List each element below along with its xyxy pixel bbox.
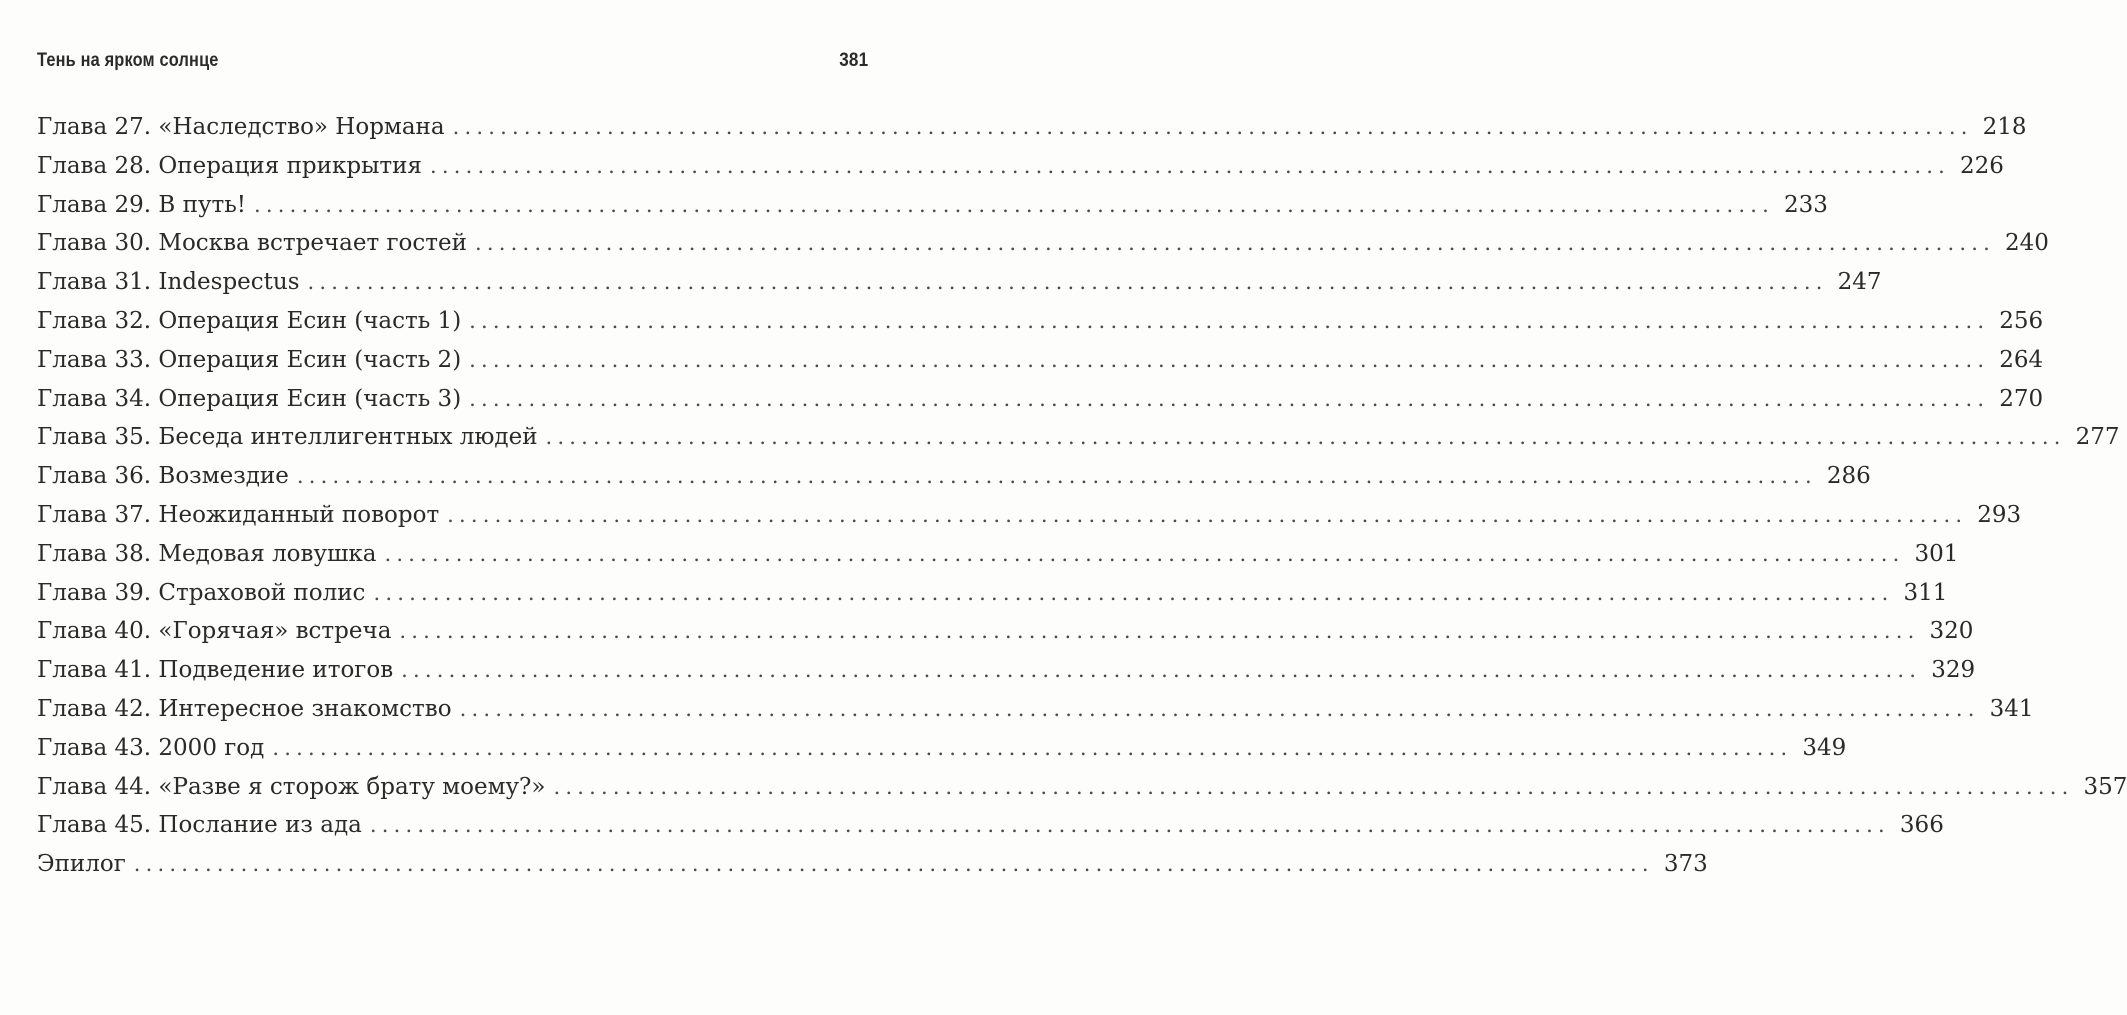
toc-entry-title: Глава 45. Послание из ада xyxy=(37,812,362,839)
toc-entry xyxy=(37,651,1976,690)
toc-entry-page: 366 xyxy=(1899,812,1944,839)
toc-entry-title: Глава 32. Операция Есин (часть 1) xyxy=(37,307,462,334)
toc-entry xyxy=(37,612,1974,651)
dot-leader: ................................................................................................................................ xyxy=(369,813,1890,838)
toc-entry xyxy=(37,302,2044,341)
dot-leader: ................................................................................................................................ xyxy=(469,347,1990,372)
toc-entry xyxy=(37,574,1948,613)
toc-entry-title: Глава 44. «Разве я сторож брату моему?» xyxy=(37,773,546,800)
toc-entry-title: Глава 33. Операция Есин (часть 2) xyxy=(37,346,462,373)
toc-entry-page: 226 xyxy=(1959,152,2004,179)
toc-entry-page: 311 xyxy=(1903,579,1948,606)
toc-entry-title: Глава 28. Операция прикрытия xyxy=(37,152,422,179)
toc-entry xyxy=(37,263,1882,302)
dot-leader: ................................................................................................................................ xyxy=(373,580,1894,605)
toc-entry-page: 293 xyxy=(1977,501,2022,528)
toc-entry-title: Глава 34. Операция Есин (часть 3) xyxy=(37,385,462,412)
toc-entry-title: Глава 36. Возмездие xyxy=(37,463,289,490)
toc-entry xyxy=(37,341,2044,380)
dot-leader: ................................................................................................................................ xyxy=(384,541,1905,566)
dot-leader: ................................................................................................................................ xyxy=(296,464,1817,489)
toc-entry xyxy=(37,457,1871,496)
dot-leader: ................................................................................................................................ xyxy=(553,774,2074,799)
toc-entry xyxy=(37,768,2127,807)
toc-entry-title: Глава 38. Медовая ловушка xyxy=(37,540,377,567)
toc-entry-title: Эпилог xyxy=(37,851,126,878)
toc-entry-page: 247 xyxy=(1837,269,1882,296)
table-of-contents xyxy=(37,108,2127,884)
dot-leader: ................................................................................................................................ xyxy=(253,192,1775,217)
toc-entry xyxy=(37,224,2049,263)
dot-leader: ................................................................................................................................ xyxy=(469,386,1990,411)
toc-entry xyxy=(37,729,1847,768)
dot-leader: ................................................................................................................................ xyxy=(307,270,1828,295)
dot-leader: ................................................................................................................................ xyxy=(469,308,1990,333)
toc-entry-page: 264 xyxy=(1999,346,2044,373)
dot-leader: ................................................................................................................................ xyxy=(474,231,1995,256)
toc-entry-page: 357 xyxy=(2083,773,2127,800)
toc-entry-page: 240 xyxy=(2004,230,2049,257)
dot-leader: ................................................................................................................................ xyxy=(133,852,1654,877)
toc-entry-title: Глава 29. В путь! xyxy=(37,191,246,218)
dot-leader: ................................................................................................................................ xyxy=(429,153,1950,178)
toc-entry xyxy=(37,418,2120,457)
toc-entry xyxy=(37,496,2022,535)
toc-entry-page: 256 xyxy=(1999,307,2044,334)
toc-entry-page: 277 xyxy=(2075,424,2120,451)
dot-leader: ................................................................................................................................ xyxy=(545,425,2066,450)
toc-entry-page: 233 xyxy=(1784,191,1828,218)
toc-entry-title: Глава 40. «Горячая» встреча xyxy=(37,618,392,645)
toc-entry-title: Глава 39. Страховой полис xyxy=(37,579,366,606)
toc-entry-title: Глава 31. Indespectus xyxy=(37,269,300,296)
toc-entry-title: Глава 27. «Наследство» Нормана xyxy=(37,114,445,140)
page-header xyxy=(37,46,868,76)
toc-entry-page: 341 xyxy=(1989,695,2034,722)
toc-entry-page: 301 xyxy=(1914,540,1959,567)
toc-entry xyxy=(37,845,1708,884)
dot-leader: ................................................................................................................................ xyxy=(401,658,1922,683)
toc-entry xyxy=(37,535,1959,574)
toc-entry-title: Глава 41. Подведение итогов xyxy=(37,657,394,684)
toc-entry-title: Глава 43. 2000 год xyxy=(37,734,265,761)
toc-entry-page: 286 xyxy=(1826,463,1871,490)
toc-entry xyxy=(37,380,2044,419)
toc-entry xyxy=(37,690,2034,729)
toc-entry-page: 373 xyxy=(1663,851,1708,878)
toc-entry xyxy=(37,147,2004,186)
toc-entry xyxy=(37,186,1828,225)
toc-entry-title: Глава 35. Беседа интеллигентных людей xyxy=(37,424,538,451)
toc-entry-title: Глава 30. Москва встречает гостей xyxy=(37,230,467,257)
page-number: 381 xyxy=(838,50,868,71)
dot-leader: ................................................................................................................................ xyxy=(399,619,1920,644)
toc-entry-title: Глава 37. Неожиданный поворот xyxy=(37,501,440,528)
dot-leader: ................................................................................................................................ xyxy=(272,735,1793,760)
toc-entry xyxy=(37,108,2027,147)
toc-entry-page: 349 xyxy=(1802,734,1847,761)
toc-entry-title: Глава 42. Интересное знакомство xyxy=(37,695,452,722)
toc-entry-page: 320 xyxy=(1929,618,1974,645)
dot-leader: ................................................................................................................................ xyxy=(459,696,1980,721)
dot-leader: ................................................................................................................................ xyxy=(452,115,1973,139)
toc-entry xyxy=(37,806,1944,845)
toc-entry-page: 270 xyxy=(1999,385,2044,412)
running-title: Тень на ярком солнце xyxy=(37,50,219,71)
toc-entry-page: 218 xyxy=(1982,114,2027,140)
dot-leader: ................................................................................................................................ xyxy=(447,502,1968,527)
toc-entry-page: 329 xyxy=(1931,657,1976,684)
